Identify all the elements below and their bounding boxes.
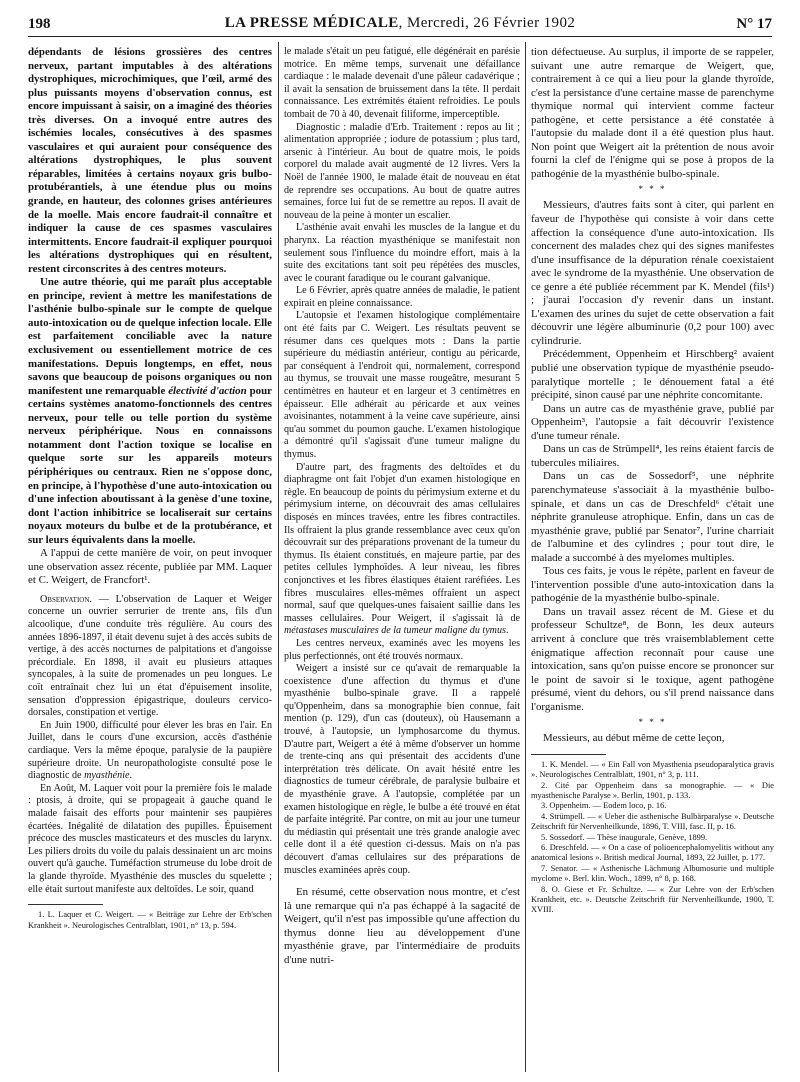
paragraph: Le 6 Février, après quatre années de maladie, le patient expirait en pleine connaissance. [284,285,520,309]
issue-date: , Mercredi, 26 Février 1902 [398,15,576,31]
paragraph: En Juin 1900, difficulté pour élever les bras en l'air. En Juillet, dans le cours d'une excursion, accès d'asthénie cardiaque. Vers la même époque, paralysie de la paupière supérieure droite. Un neuropathologiste consulté pose le diagnostic de myasthénie. [28,719,272,782]
observation-paragraph [28,594,272,720]
paragraph: Weigert a insisté sur ce qu'avait de remarquable la coexistence d'une affection du thymus et d'une myasthénie bulbo-spinale grave. Il a rappelé qu'Oppenheim, dans sa monographie bien connue, fait mention (p. 129), d'un cas (douteux), où Hausemann a trouvé, à l'autopsie, un lymphosarcome du thymus. D'autre part, Weigert a été à même d'observer un homme de trente-cinq ans qui présentait des accidents d'une interprétation très délicate. On avait hésité entre les diagnostics de tumeur cérébrale, de paralysie bulbaire et de myasthénie grave. A l'autopsie, complétée par un examen histologique en règle, le bulbe a été trouvé en état de parfaite intégrité. Par contre, on mit au jour une tumeur du médiastin qui présentait une très grande analogie avec celle dont il a été question ci-dessus. Mais on n'a pas découvert d'amas cellulaires sur des préparations de muscles examinées après coup. [284,663,520,876]
text-run: En Juin 1900, difficulté pour élever les bras en l'air. En Juillet, dans le cours d'une excursion, accès d'asthénie cardiaque. Vers la même époque, paralysie de la paupière supérieure droite. Un neuropathologiste consulté pose le diagnostic de [28,719,272,782]
paragraph: Tous ces faits, je vous le répète, parlent en faveur de l'intervention possible d'une auto-intoxication dans la pathogénie de la myasthénie bulbo-spinale. [531,565,774,605]
section-ornament: * * * [638,184,667,195]
footnote: 2. Cité par Oppenheim dans sa monographie. — « Die myasthenische Paralyse ». Berlin, 1901, p. 133. [531,780,774,801]
paragraph: Dans un travail assez récent de M. Giese et du professeur Schultze⁸, de Bonn, les deux auteurs arrivent à conclure que très vraisemblablement cette énigmatique affection reconnaît pour cause une intoxication, sans qu'on puisse encore se prononcer sur le point de savoir si le toxique, agent pathogène présumé, vient du dehors, ou s'il prend naissance dans l'organisme. [531,605,774,713]
footnote-rule [531,754,606,755]
text-run: pour certains systèmes anatomo-fonctionnels des centres nerveux, pour telle ou telle portion du système nerveux périphérique. Nous en connaissons notamment dont l'action toxique se localise en quelque sorte sur les appareils moteurs périphériques ou centraux. Rien ne s'oppose donc, en principe, à l'hypothèse d'une auto-intoxication ou d'une infection aboutissant à la genèse d'une toxine, dont l'action inhibitrice se localiserait sur certains noyaux moteurs du bulbe et de la protubérance, et sur leurs équivalents dans la moelle. [28,384,272,546]
footnote: 8. O. Giese et Fr. Schultze. — « Zur Lehre von der Erb'schen Krankheit, etc. ». Deutsche Zeitschrift für Nervenheilkunde, 1900, T. XVIII. [531,884,774,915]
paragraph: Dans un autre cas de myasthénie grave, publié par Oppenheim³, l'autopsie a fait découvrir l'existence d'une tumeur rénale. [531,402,774,442]
column-3 [531,46,774,916]
column-1 [28,46,272,931]
paragraph: Messieurs, au début même de cette leçon, [543,732,725,745]
paragraph: Précédemment, Oppenheim et Hirschberg² avaient publié une observation typique de myasthénie pseudo-paralytique mortelle ; le dénouement fatal a été précipité, sinon causé par une néphrite concomitante. [531,348,774,402]
footnote: 5. Sossedorf. — Thèse inaugurale, Genève, 1899. [541,832,708,842]
footnotes-col1 [28,910,272,931]
paragraph: Les centres nerveux, examinés avec les moyens les plus perfectionnés, ont été trouvés normaux. [284,637,520,662]
journal-title [28,15,772,32]
footnote: 3. Oppenheim. — Eodem loco, p. 16. [541,801,667,811]
paragraph [28,276,272,547]
header-rule [28,36,772,37]
section-ornament: * * * [638,717,667,728]
italic-text: métastases musculaires de la tumeur maligne du tymus [284,625,506,637]
issue-number: N° 17 [736,16,772,32]
paragraph: Diagnostic : maladie d'Erb. Traitement : repos au lit ; alimentation appropriée ; iodure de potassium ; plus tard, arsenic à l'intérieur. Au bout de quatre mois, le poids corporel du malade avait augmenté de 12 livres. Vers la Noël de l'année 1900, le malade était de nouveau en état de reprendre ses occupations. Au bout de quatre autres semaines, force lui fut de se remettre au repos. Il avait de nouveau de la peine à monter un escalier. [284,121,520,221]
text-run: Une autre théorie, qui me paraît plus acceptable en principe, revient à mettre les manifestations de l'asthénie bulbo-spinale sur le compte de quelque auto-intoxication ou de quelque infection locale. Elle est parfaitement conciliable avec la nature exclusivement ou essentiellement motrice de ces manifestations. Depuis longtemps, en effet, nous savons que beaucoup de poisons organiques ou non manifestent une remarquable [28,276,272,397]
journal-name: LA PRESSE MÉDICALE [224,15,399,31]
italic-text: myasthénie [84,770,130,782]
paragraph: A l'appui de cette manière de voir, on peut invoquer une observation assez récente, publiée par MM. Laquer et C. Weigert, de Francfort¹. [28,547,272,587]
paragraph: le malade s'était un peu fatigué, elle dégénérait en parésie motrice. En même temps, survenait une défaillance cardiaque : le malade devenait d'une pâleur cadavérique ; il avait la sensation de bruissement dans la tête. Il perdait connaissance. Les extrémités étaient refroidies. Le pouls tombait de 70 à 40, devenait filiforme, imperceptible. [284,46,520,120]
footnote: 1. L. Laquer et C. Weigert. — « Beiträge zur Lehre der Erb'schen Krankheit ». Neurologisches Centralblatt, 1901, n° 13, p. 594. [28,910,272,930]
paragraph: Dans un cas de Sossedorf⁵, une néphrite parenchymateuse s'associait à la myasthénie bulbo-spinale, et dans un cas de Dreschfeld⁶ c'était une néphrite granuleuse atrophique. Enfin, dans un cas de myasthénie grave, publié par Senator⁷, l'urine charriait de l'albumine et des cylindres ; pour tout dire, le malade a succombé à des myelomes multiples. [531,470,774,564]
page-header [28,12,772,38]
column-divider-1 [278,42,279,1072]
paragraph: Messieurs, d'autres faits sont à citer, qui parlent en faveur de l'hypothèse qui consiste à voir dans cette affection la conséquence d'une auto-intoxication. Ils concernent des malades chez qui des signes manifestes d'une insuffisance de la dépuration rénale coexistaient avec le syndrome de la myasthénie. Une observation de ce genre a été publiée récemment par K. Mendel (fils¹) ; j'aurai l'occasion d'y revenir dans un instant. L'examen des urines du sujet de cette observation a fait découvrir une légère albuminurie (0,2 pour 100) avec cylindrurie. [531,199,774,347]
footnote: 6. Dreschfeld. — « On a case of polioencephalomyelitis without any anatomical lesions ». British medical Journal, 1893, 22 Juillet, p. 177. [531,843,774,863]
paragraph: dépendants de lésions grossières des centres nerveux, partant imputables à des altérations dystrophiques, microchimiques, que l'œil, armé des plus puissants moyens d'observation connus, est encore impuissant à saisir, on a imaginé des théories très diverses. On a invoqué entre autres des ischémies locales, consécutives à des spasmes vasculaires et qui auraient pour conséquence des altérations dystrophiques, le plus souvent réparables, limitées à certains noyaux gris bulbo-protubérantiels, à une étendue plus ou moins grande, en hauteur, des colonnes grises antérieures de la moelle. Mais encore faudrait-il connaître et indiquer la cause de ces spasmes vasculaires intermittents. Encore faudrait-il expliquer pourquoi les altérations dystrophiques qui en résultent, restent circonscrites à des centres moteurs. [28,46,272,275]
footnote: 4. Strümpell. — « Ueber die asthenische Bulbärparalyse ». Deutsche Zeitschrift für Nervenheilkunde, 1896, T. VIII, fasc. II, p. 16. [531,811,774,832]
footnote: 7. Senator. — « Asthenische Lächmung Albumosurie und multiple myclome ». Berl. klin. Woch., 1899, n° 8, p. 168. [531,863,774,884]
paragraph: En résumé, cette observation nous montre, et c'est là une remarque qui n'a pas échappé à la sagacité de Weigert, qu'il n'est pas impossible qu'une affection du thymus donne lieu au développement d'une myasthénie grave, par l'intermédiaire de produits d'une nutri- [284,886,520,966]
paragraph: tion défectueuse. Au surplus, il importe de se rappeler, suivant une autre remarque de Weigert, que, contrairement à ce qui a lieu pour la glande thyroïde, c'est la persistance d'une certaine masse de parenchyme thymique normal qui intervient comme facteur pathogène, et cette persistance a été constatée à l'autopsie du malade dont il a été question plus haut. Non point que Weigert ait la prétention de nous avoir fourni la clef de l'énigme qui se pose à propos de la pathogénie de la myasthénie bulbo-spinale. [531,46,774,180]
paragraph: L'autopsie et l'examen histologique complémentaire ont été faits par C. Weigert. Les résultats peuvent se résumer dans ces quelques mots : Dans la partie supérieure du médiastin antérieur, contigu au péricarde, par conséquent à l'endroit qui, normalement, correspond au thymus, se trouvait une masse rougeâtre, mesurant 5 centimètres en hauteur et en largeur et 3 centimètres en épaisseur. Elle adhérait au péricarde et aux veines avoisinantes, notamment à la veine cave supérieure, ainsi qu'au sommet du poumon gauche. L'examen histologique a démontré qu'il s'agissait d'une tumeur maligne du thymus. [284,310,520,460]
observation-heading: Observation. [40,593,92,605]
footnote-rule [28,904,103,905]
footnotes-col3 [531,760,774,916]
footnote: 1. K. Mendel. — « Ein Fall von Myasthenia pseudoparalytica gravis ». Neurologisches Centralblatt, 1901, n° 3, p. 111. [531,759,774,780]
paragraph: L'asthénie avait envahi les muscles de la langue et du pharynx. La réaction myasthénique se manifestait non seulement sous l'influence du moindre effort, mais à la suite des excitations tant soit peu répétées des muscles, avec le courant faradique ou le courant galvanique. [284,222,520,284]
page-number: 198 [28,16,51,32]
text-run: — L'observation de Laquer et Weiger concerne un ouvrier serrurier de trente ans, fils d'un alcoolique, d'une conduite très régulière. Au cours des années 1896-1897, il était devenu sujet à des accès subits de vertige, à des accès nocturnes de palpitations et d'angoisse précordiale. En 1898, il avait eu plusieurs attaques syncopales, à la suite de promenades un peu longues. Le coït entraînait chez lui un état d'épuisement insolite, sensation d'oppression épigastrique, douleurs cervico-dorsales, constipation et vertige. [28,593,272,719]
paragraph: D'autre part, des fragments des deltoïdes et du diaphragme ont fait l'objet d'un examen histologique en règle. En beaucoup de points du périmysium externe et du périmysium interne, on découvrait des amas cellulaires disposés en minces travées, entre les fibres contractiles. Ils offraient la plus grande ressemblance avec ceux qu'on découvrait sur des préparations provenant de la tumeur du thymus. Ils étaient constitués, en majeure partie, par des petites cellules lymphoïdes. A leur niveau, les fibres conjonctives et les fibres élastiques étaient raréfiées. Les fibres musculaires elles-mêmes offraient un aspect normal, sauf que quelques-unes faisaient saillie dans les masses cellulaires. Pour Weigert, il s'agissait là de métastases musculaires de la tumeur maligne du tymus. [284,461,520,637]
italic-text: électivité d'action [168,384,247,397]
paragraph: Dans un cas de Strümpell⁴, les reins étaient farcis de tubercules miliaires. [531,443,774,469]
text-run: D'autre part, des fragments des deltoïdes et du diaphragme ont fait l'objet d'un examen histologique en règle. En beaucoup de points du périmysium externe et du périmysium interne, on découvrait des amas cellulaires disposés en minces travées, entre les fibres contractiles. Ils offraient la plus grande ressemblance avec ceux qu'on découvrait sur des préparations provenant de la tumeur du thymus. Ils étaient constitués, en majeure partie, par des petites cellules lymphoïdes. A leur niveau, les fibres conjonctives et les fibres élastiques étaient raréfiées. Les fibres musculaires elles-mêmes offraient un aspect normal, sauf que quelques-unes faisaient saillie dans les masses cellulaires. Pour Weigert, il s'agissait là de [284,461,520,624]
paragraph: En Août, M. Laquer voit pour la première fois le malade : ptosis, à droite, qui se propageait à gauche quand le malade faisait des efforts pour maintenir ses paupières écartées. Inégalité de dilatation des pupilles. Épuisement précoce des muscles masticateurs et des muscles du larynx. Les piliers droits du voile du palais dessinaient un arc moins ouvert qu'à gauche. Tuméfaction strumeuse du lobe droit de la glande thyroïde. Myasthénie des muscles du squelette ; elle était surtout manifeste aux deltoïdes. Le soir, quand [28,782,272,895]
column-divider-2 [525,42,526,1072]
column-2 [284,46,520,967]
